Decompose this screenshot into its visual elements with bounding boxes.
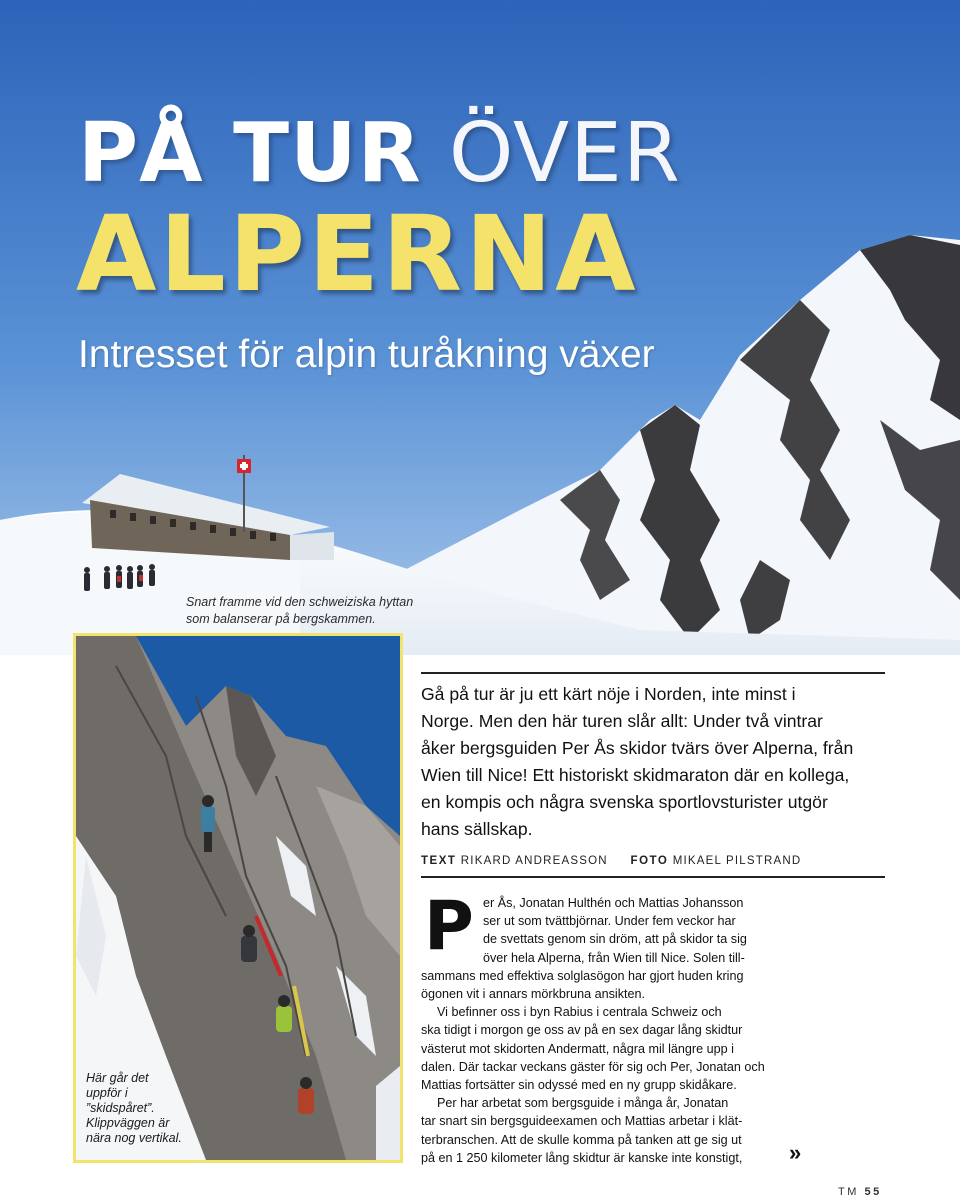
body-line: Per har arbetat som bergsguide i många år, Jonatan [437,1096,729,1111]
ingress-line: en kompis och några svenska sportlovsturister utgör [421,792,828,812]
headline-line1 [78,108,681,200]
climb-caption-line: ”skidspåret”. [86,1101,155,1115]
byline-text-name: RIKARD ANDREASSON [460,855,608,867]
body-line: de svettats genom sin dröm, att på skidor ta sig [483,932,747,947]
hero-caption-line: som balanserar på bergskammen. [186,612,376,626]
body-line: ögonen vit i annars mörkbruna ansikten. [421,987,646,1002]
ingress-line: Norge. Men den här turen slår allt: Under två vintrar [421,711,823,731]
ingress-line: Wien till Nice! Ett historiskt skidmaraton där en kollega, [421,765,850,785]
byline-photo-name: MIKAEL PILSTRAND [672,855,802,867]
subtitle: Intresset för alpin turåkning växer [78,333,655,376]
climb-caption-line: Här går det [86,1071,149,1085]
climb-caption-line: uppför i [86,1086,128,1100]
climb-caption-line: Klippväggen är [86,1116,170,1130]
byline-photo-label: FOTO [630,855,669,867]
body-line: dalen. Där tackar veckans gäster för sig och Per, Jonatan och [421,1059,765,1074]
headline-bold: PÅ TUR [78,106,422,201]
body-line: ska tidigt i morgon ge oss av på en sex dagar lång skidtur [421,1023,743,1038]
byline-text-label: TEXT [421,855,457,867]
folio-magazine: TM [838,1186,859,1198]
climb-caption [86,1071,196,1146]
divider-byline [421,876,885,878]
ingress-line: åker bergsguiden Per Ås skidor tvärs över Alperna, från [421,738,854,758]
hero-caption [186,594,446,628]
ingress-line: hans sällskap. [421,819,533,839]
continue-marker: » [789,1140,802,1165]
body-line: er Ås, Jonatan Hulthén och Mattias Johansson [483,896,744,910]
ingress-line: Gå på tur är ju ett kärt nöje i Norden, inte minst i [421,684,796,704]
body-line: västerut mot skidorten Andermatt, några mil längre upp i [421,1041,734,1056]
hero-caption-line: Snart framme vid den schweiziska hyttan [186,595,414,609]
folio-page-number: 55 [864,1186,882,1198]
body-line: ser ut som tvättbjörnar. Under fem veckor har [483,914,736,929]
page-folio [838,1186,882,1198]
body-line: sammans med effektiva solglasögon har gjort huden kring [421,968,744,983]
body-line: Vi befinner oss i byn Rabius i centrala Schweiz och [437,1005,722,1020]
body-line: på en 1 250 kilometer lång skidtur är kanske inte konstigt, [421,1150,743,1165]
ingress [421,681,891,843]
byline [421,855,891,867]
climb-caption-line: nära nog vertikal. [86,1131,182,1145]
divider-top [421,672,885,674]
body-line: Mattias fortsätter sin odyssé med en ny grupp skidåkare. [421,1078,737,1093]
body-line: över hela Alperna, från Wien till Nice. Solen till- [483,950,745,965]
headline-light: ÖVER [448,106,681,201]
headline-line2: ALPERNA [76,193,639,315]
body-line: tar snart sin bergsguideexamen och Mattias arbetar i klät- [421,1114,743,1129]
body-line: terbranschen. Att de skulle komma på tanken att ge sig ut [421,1132,742,1147]
drop-cap: P [424,887,474,966]
body-text [421,887,781,1167]
